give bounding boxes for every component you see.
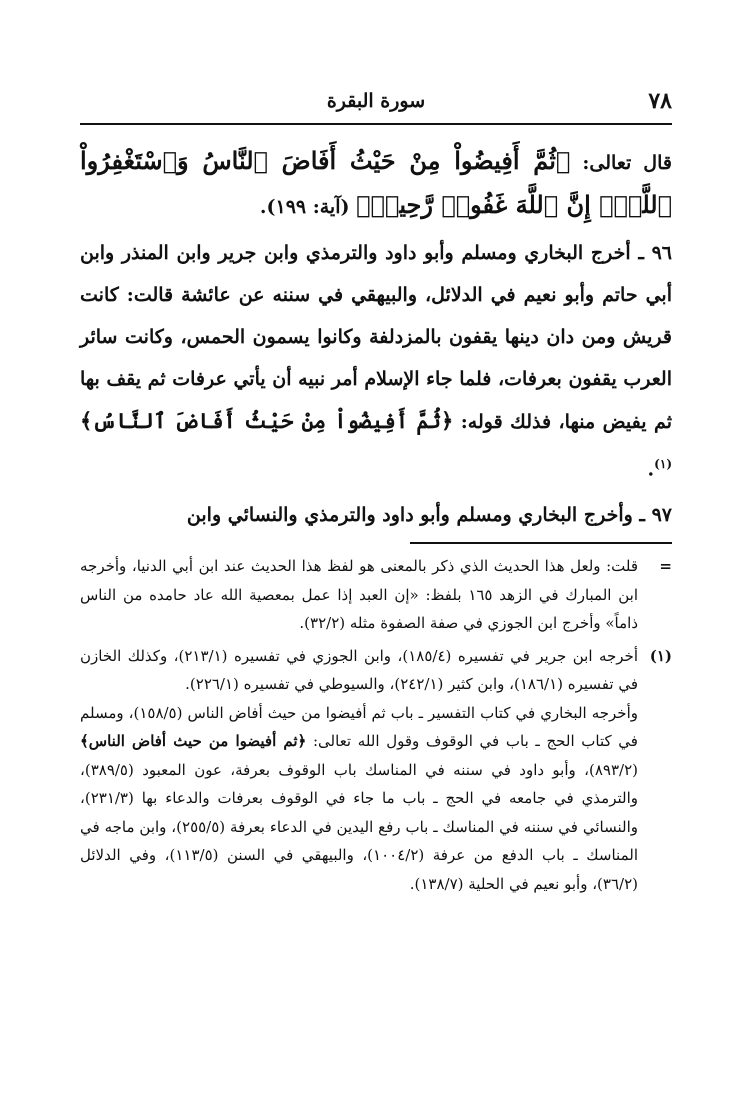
footnote-rule: [410, 542, 672, 544]
main-text: [80, 140, 672, 540]
verse-intro: قال تعالى:: [582, 152, 672, 174]
hadith-96: [80, 232, 672, 490]
surah-title: سورة البقرة: [326, 90, 426, 112]
continuation-marker: =: [659, 557, 672, 575]
footnote-ref-1: (١): [654, 457, 672, 471]
footnote-1-marker: (١): [649, 646, 672, 665]
page-header: [80, 88, 672, 118]
footnote-1-para-2: [80, 699, 638, 899]
hadith-97-text: ٩٧ ـ وأخرج البخاري ومسلم وأبو داود والترمذي والنسائي وابن: [186, 504, 672, 527]
footnote-1-para-1: أخرجه ابن جرير في تفسيره (١٨٥/٤)، وابن الجوزي في تفسيره (٢١٣/١)، وكذلك الخازن في تفسيره (١٨٦/١)، وابن كثير (٢٤٢/١)، والسيوطي في تفسيره (٢٢٦/١).: [80, 646, 638, 693]
footnotes: [80, 552, 672, 902]
verse-paragraph: [80, 140, 672, 228]
quran-verse: ﴿ثُمَّ أَفِيضُواْ مِنْ حَيْثُ أَفَاضَ ٱلنَّاسُ وَٱسْتَغْفِرُواْ ٱللَّهَۚ إِنَّ ٱللَّهَ غَفُورٞ رَّحِيمٞ﴾: [80, 146, 672, 219]
hadith-96-end: .: [647, 458, 655, 481]
page-number: ٧٨: [648, 88, 672, 114]
hadith-96-text: ٩٦ ـ أخرج البخاري ومسلم وأبو داود والترمذي وابن جرير وابن المنذر وابن أبي حاتم وأبو نعيم في الدلائل، والبيهقي في سننه عن عائشة قالت: كانت قريش ومن دان دينها يقفون بالمزدلفة وكانوا يسمون الحمس، وكانت سائر العرب يقفون بعرفات، فلما جاء الإسلام أمر نبيه أن يأتي عرفات ثم يقف بها ثم يفيض منها، فذلك قوله:: [80, 242, 672, 433]
continuation-text: قلت: ولعل هذا الحديث الذي ذكر بالمعنى هو لفظ هذا الحديث عند ابن أبي الدنيا، وأخرجه ابن المبارك في الزهد ١٦٥ بلفظ: «إن العبد إذا عمل بمعصية الله عاد حامده من الناس ذاماً» وأخرج ابن الجوزي في صفة الصفوة مثله (٣٢/٢).: [80, 557, 639, 632]
hadith-97: [80, 494, 672, 536]
footnote-1: [80, 642, 672, 899]
footnote-1-quote: ﴿ثم أفيضوا من حيث أفاض الناس﴾: [80, 732, 307, 750]
footnote-1-para-2-start: وأخرجه البخاري في كتاب التفسير ـ باب ثم أفيضوا من حيث أفاض الناس (١٥٨/٥)، ومسلم في كتاب الحج ـ باب في الوقوف وقول الله تعالى:: [80, 703, 638, 750]
hadith-96-quote: ﴿ثُمَّ أَفِيضُواْ مِنْ حَيْثُ أَفَاضَ ٱلنَّاسُ﴾: [80, 408, 454, 433]
header-rule: [80, 123, 672, 125]
footnote-continuation: [80, 552, 672, 638]
verse-reference: (آية: ١٩٩).: [259, 196, 350, 218]
footnote-1-para-2-end: (٨٩٣/٢)، وأبو داود في سننه في المناسك باب الوقوف بعرفة، عون المعبود (٣٨٩/٥)، والترمذي في جامعه في الحج ـ باب ما جاء في الوقوف بعرفات والدعاء بها (٢٣١/٣)، والنسائي في سننه في المناسك ـ باب رفع اليدين في الدعاء بعرفة (٢٥٥/٥)، وابن ماجه في المناسك ـ باب الدفع من عرفة (١٠٠٤/٢)، والبيهقي في السنن (١١٣/٥)، وفي الدلائل (٣٦/٢)، وأبو نعيم في الحلية (١٣٨/٧).: [80, 760, 638, 893]
